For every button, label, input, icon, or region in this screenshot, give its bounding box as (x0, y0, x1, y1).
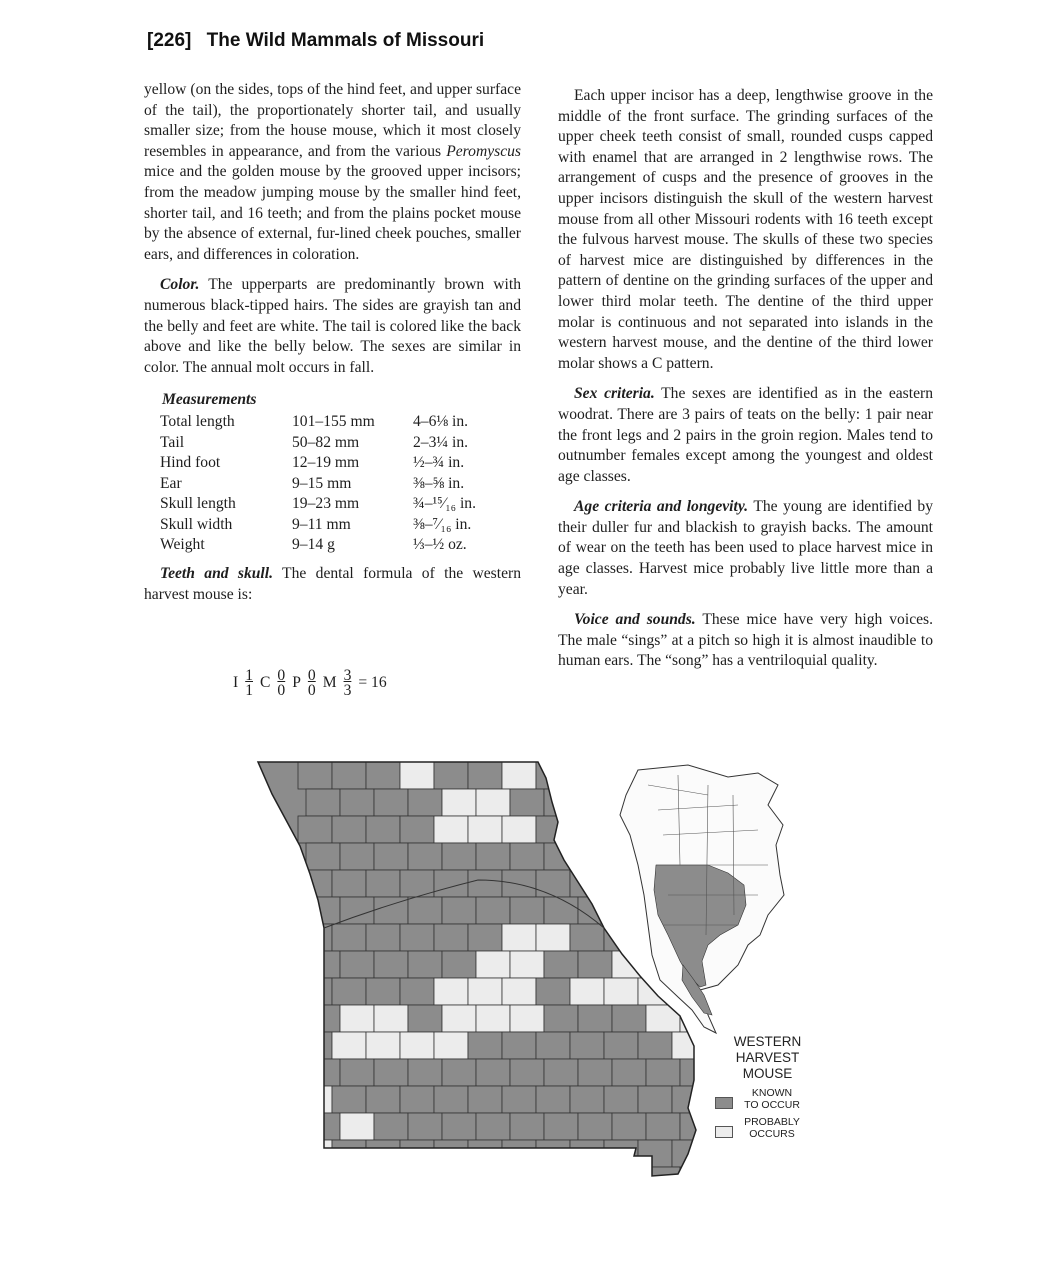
county-cell (332, 816, 366, 843)
county-cell (434, 1140, 468, 1167)
county-cell (306, 1113, 340, 1140)
incisor-paragraph: Each upper incisor has a deep, lengthwise groove in the middle of the front surface. The grinding surfaces of the upper cheek teeth consist of small, rounded cusps capped with enamel that are arranged in 2 lengthwise rows. The arrangement of cusps and the presence of grooves in the upper incisors distinguish the skull of the western harvest mouse from all other Missouri rodents with 16 teeth except the fulvous harvest mouse. The skulls of these two species of harvest mice are distinguished by differences in the pattern of dentine on the grinding surfaces of the upper and lower third molar teeth. The dentine of the third upper molar is continuous and not separated into islands in the western harvest mouse, and the dentine of the third lower molar shows a C pattern. (558, 87, 933, 372)
county-cell (468, 816, 502, 843)
county-cell (570, 1032, 604, 1059)
left-column (144, 80, 521, 605)
county-cell (298, 762, 332, 789)
county-cell (536, 816, 570, 843)
voice-paragraph: Voice and sounds. These mice have very high voices. The male “sings” at a pitch so high it is almost inaudible to human ears. The “song” has a ventriloquial quality. (558, 611, 933, 670)
county-cell (570, 1086, 604, 1113)
county-cell (340, 1005, 374, 1032)
known-swatch (715, 1097, 733, 1109)
county-cell (340, 843, 374, 870)
county-cell (680, 1113, 714, 1140)
county-cell (570, 978, 604, 1005)
county-cell (502, 978, 536, 1005)
county-cell (502, 924, 536, 951)
county-cell (306, 1059, 340, 1086)
county-cell (502, 870, 536, 897)
county-cell (400, 1140, 434, 1167)
county-cell (612, 951, 646, 978)
county-cell (400, 1032, 434, 1059)
county-cell (468, 1086, 502, 1113)
county-cell (340, 1167, 374, 1180)
county-cell (366, 978, 400, 1005)
county-cell (408, 789, 442, 816)
county-cell (306, 843, 340, 870)
county-cell (570, 1140, 604, 1167)
county-cell (306, 789, 340, 816)
county-cell (442, 1167, 476, 1180)
county-cell (434, 816, 468, 843)
county-cell (476, 951, 510, 978)
county-cell (604, 1032, 638, 1059)
county-cell (502, 762, 536, 789)
measurement-row: Skull length 19–23 mm ¾–¹⁵⁄₁₆ in. (160, 495, 477, 513)
county-cell (476, 843, 510, 870)
county-cell (570, 870, 604, 897)
county-cell (604, 870, 638, 897)
county-cell (502, 1086, 536, 1113)
measurements-title: Measurements (162, 391, 257, 409)
county-cell (570, 924, 604, 951)
county-cell (536, 1140, 570, 1167)
county-cell (510, 1059, 544, 1086)
measurement-row: Total length 101–155 mm 4–6⅛ in. (160, 412, 469, 430)
county-cell (638, 1140, 672, 1167)
county-cell (306, 951, 340, 978)
county-cell (578, 1059, 612, 1086)
county-cell (434, 924, 468, 951)
county-cell (306, 1167, 340, 1180)
county-cell (298, 924, 332, 951)
measurements-table (160, 412, 476, 556)
county-cell (400, 924, 434, 951)
county-cell (332, 924, 366, 951)
county-cell (646, 1005, 680, 1032)
county-cell (366, 870, 400, 897)
book-title: The Wild Mammals of Missouri (206, 30, 485, 51)
county-cell (408, 951, 442, 978)
county-cell (604, 978, 638, 1005)
age-heading: Age criteria and longevity. (574, 498, 749, 516)
county-cell (544, 951, 578, 978)
county-cell (544, 1167, 578, 1180)
county-cell (536, 924, 570, 951)
sex-heading: Sex criteria. (574, 385, 655, 403)
measurement-row: Skull width 9–11 mm ⅜–⁷⁄₁₆ in. (160, 515, 472, 533)
county-cell (468, 1032, 502, 1059)
county-cell (366, 1086, 400, 1113)
county-cell (536, 1032, 570, 1059)
county-cell (536, 978, 570, 1005)
county-cell (434, 1086, 468, 1113)
county-cell (442, 843, 476, 870)
measurement-row: Weight 9–14 g ⅓–½ oz. (160, 536, 467, 554)
county-cell (298, 816, 332, 843)
county-cell (468, 978, 502, 1005)
county-cell (332, 1032, 366, 1059)
county-cell (366, 924, 400, 951)
county-cell (680, 1167, 714, 1180)
county-cell (612, 1113, 646, 1140)
county-cell (646, 1113, 680, 1140)
county-cell (638, 1086, 672, 1113)
page-number: [226] (147, 30, 192, 51)
legend-probable: PROBABLY OCCURS (715, 1116, 845, 1140)
county-cell (400, 978, 434, 1005)
county-cell (502, 1032, 536, 1059)
county-cell (578, 843, 612, 870)
county-cell (502, 1140, 536, 1167)
county-cell (510, 1005, 544, 1032)
measurement-row: Hind foot 12–19 mm ½–¾ in. (160, 454, 465, 472)
county-cell (298, 870, 332, 897)
dental-formula: I $\frac{1}{1}$ C $\frac{0}{0}$ P $\frac{0}{0}$ M $\frac{3}{3}$ = 16 (233, 667, 387, 699)
county-cell (604, 924, 638, 951)
county-cell (604, 1086, 638, 1113)
age-paragraph: Age criteria and longevity. The young are identified by their duller fur and blackish to grayish backs. The amount of wear on the teeth has been used to place harvest mice in age classes. Harvest mice probably live little more than a year. (558, 498, 934, 598)
county-cell (298, 978, 332, 1005)
county-cell (476, 789, 510, 816)
measurement-row: Ear 9–15 mm ⅜–⅝ in. (160, 474, 465, 492)
intro-paragraph: yellow (on the sides, tops of the hind feet, and upper surface of the tail), the proportionately shorter tail, and usually smaller size; from the house mouse, which it most closely resembles in appearance, and from the various Peromyscus mice and the golden mouse by the grooved upper incisors; from the meadow jumping mouse by the smaller hind feet, shorter tail, and 16 teeth; and from the plains pocket mouse by the absence of external, fur-lined cheek pouches, smaller ears, and differences in coloration. (144, 81, 521, 263)
county-cell (366, 816, 400, 843)
county-cell (536, 762, 570, 789)
county-cell (476, 897, 510, 924)
legend-title: WESTERN HARVEST MOUSE (733, 1034, 802, 1081)
county-cell (332, 1140, 366, 1167)
county-cell (306, 1005, 340, 1032)
county-cell (672, 1140, 706, 1167)
color-paragraph: Color. The upperparts are predominantly brown with numerous black-tipped hairs. The sides are grayish tan and the belly and feet are white. The tail is colored like the back above and like the belly below. The sexes are similar in color. The annual molt occurs in fall. (144, 276, 521, 376)
measurement-row: Tail 50–82 mm 2–3¼ in. (160, 433, 469, 451)
county-cell (442, 1059, 476, 1086)
county-cell (510, 789, 544, 816)
county-cell (340, 1113, 374, 1140)
county-cell (476, 1167, 510, 1180)
county-cell (340, 1059, 374, 1086)
county-cell (612, 1167, 646, 1180)
county-cell (374, 1059, 408, 1086)
county-cell (544, 1005, 578, 1032)
county-cell (578, 951, 612, 978)
probable-swatch (715, 1126, 733, 1138)
county-cell (536, 1086, 570, 1113)
county-cell (468, 1140, 502, 1167)
county-cell (408, 1059, 442, 1086)
county-cell (578, 1113, 612, 1140)
county-cell (400, 816, 434, 843)
county-cell (434, 762, 468, 789)
county-cell (544, 1059, 578, 1086)
county-cell (374, 1113, 408, 1140)
county-cell (510, 843, 544, 870)
county-cell (332, 870, 366, 897)
county-cell (638, 1032, 672, 1059)
county-cell (510, 1113, 544, 1140)
county-cell (442, 897, 476, 924)
county-cell (468, 762, 502, 789)
county-cell (476, 1005, 510, 1032)
county-cell (408, 1167, 442, 1180)
county-cell (578, 1167, 612, 1180)
county-cell (570, 816, 604, 843)
county-cell (434, 978, 468, 1005)
county-cell (332, 978, 366, 1005)
county-cell (510, 897, 544, 924)
county-cell (442, 1005, 476, 1032)
county-cell (612, 1059, 646, 1086)
county-cell (340, 951, 374, 978)
county-cell (366, 1032, 400, 1059)
county-cell (442, 789, 476, 816)
county-cell (408, 1005, 442, 1032)
county-cell (510, 951, 544, 978)
county-cell (332, 762, 366, 789)
county-cell (510, 1167, 544, 1180)
county-cell (434, 1032, 468, 1059)
county-cell (476, 1113, 510, 1140)
county-cell (400, 1086, 434, 1113)
county-cell (604, 1140, 638, 1167)
color-heading: Color. (160, 276, 200, 294)
county-cell (298, 1086, 332, 1113)
county-cell (544, 1113, 578, 1140)
right-column (558, 86, 933, 672)
county-cell (578, 1005, 612, 1032)
county-cell (468, 870, 502, 897)
county-cell (544, 897, 578, 924)
sex-paragraph: Sex criteria. The sexes are identified as in the eastern woodrat. There are 3 pairs of teats on the belly: 1 pair near the front legs and 2 pairs in the groin region. Males tend to outnumber females except among the youngest and oldest age classes. (558, 385, 933, 485)
county-cell (612, 897, 646, 924)
county-cell (374, 843, 408, 870)
map-legend (715, 1034, 845, 1140)
county-cell (340, 789, 374, 816)
county-cell (544, 843, 578, 870)
county-cell (442, 1113, 476, 1140)
county-cell (408, 1113, 442, 1140)
county-cell (578, 789, 612, 816)
county-cell (468, 924, 502, 951)
county-cell (612, 1005, 646, 1032)
county-cell (408, 843, 442, 870)
county-cell (298, 1140, 332, 1167)
county-cell (366, 762, 400, 789)
county-cell (680, 1059, 714, 1086)
county-cell (366, 1140, 400, 1167)
county-cell (374, 1167, 408, 1180)
teeth-paragraph: Teeth and skull. The dental formula of the western harvest mouse is: (144, 565, 521, 603)
teeth-heading: Teeth and skull. (160, 565, 273, 583)
county-cell (570, 762, 604, 789)
county-cell (400, 762, 434, 789)
voice-heading: Voice and sounds. (574, 611, 696, 629)
county-cell (646, 1059, 680, 1086)
county-cell (502, 816, 536, 843)
page-header (147, 30, 484, 52)
county-cell (442, 951, 476, 978)
legend-known: KNOWN TO OCCUR (715, 1087, 845, 1111)
county-cell (536, 870, 570, 897)
county-cell (298, 1032, 332, 1059)
county-cell (408, 897, 442, 924)
county-cell (374, 789, 408, 816)
county-cell (374, 1005, 408, 1032)
county-cell (476, 1059, 510, 1086)
county-cell (332, 1086, 366, 1113)
county-cell (374, 951, 408, 978)
